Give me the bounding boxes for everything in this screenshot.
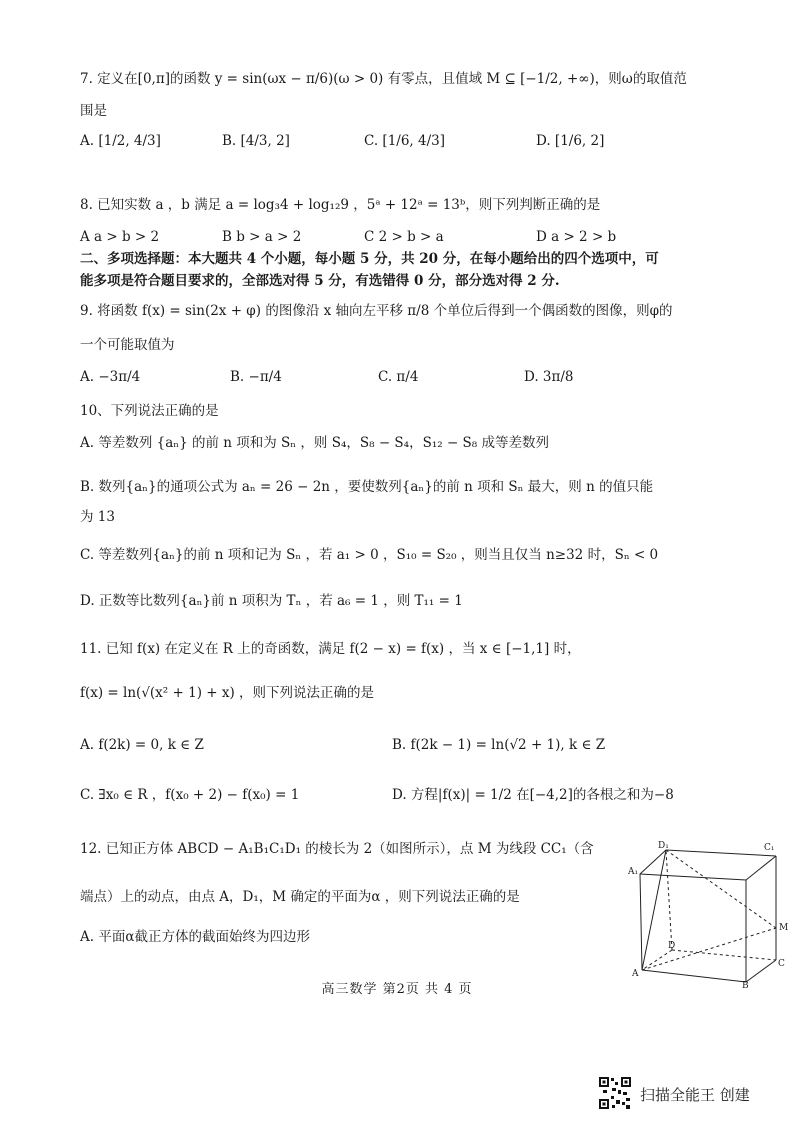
q7-option-d: D. [1/6, 2]: [536, 133, 605, 149]
edge-d1c1: [666, 850, 776, 856]
q9-line2: 一个可能取值为: [80, 337, 175, 353]
q12-line2: 端点）上的动点，由点 A，D₁，M 确定的平面为α ，则下列说法正确的是: [80, 889, 520, 905]
q9-option-c: C. π/4: [378, 369, 419, 385]
cube-figure: [628, 838, 788, 988]
edge-dc: [672, 950, 776, 960]
edge-da: [642, 950, 672, 970]
edge-a1b1: [640, 874, 746, 880]
q11-option-b: B. f(2k − 1) = ln(√2 + 1), k ∈ Z: [392, 737, 606, 753]
qr-code-icon: [598, 1076, 632, 1110]
line-am: [642, 928, 776, 970]
edge-b1c1: [746, 856, 776, 880]
q9-option-b: B. −π/4: [230, 369, 282, 385]
q12-line1: 12. 已知正方体 ABCD − A₁B₁C₁D₁ 的棱长为 2（如图所示），点 M 为线段 CC₁（含: [80, 841, 594, 857]
q7-line1: 7. 定义在[0,π]的函数 y = sin(ωx − π/6)(ω > 0) 有零点，且值域 M ⊆ [−1/2, +∞)，则ω的取值范: [80, 71, 687, 87]
q8-line1: 8. 已知实数 a ，b 满足 a = log₃4 + log₁₂9 ，5ᵃ + 12ᵃ = 13ᵇ，则下列判断正确的是: [80, 197, 601, 213]
label-c: C: [778, 959, 785, 969]
q8-option-c: C 2 > b > a: [364, 229, 444, 245]
q10-option-c: C. 等差数列{aₙ}的前 n 项和记为 Sₙ ，若 a₁ > 0 ，S₁₀ = S₂₀ ，则当且仅当 n≥32 时，Sₙ < 0: [80, 547, 659, 563]
q10-option-b-line2: 为 13: [80, 509, 115, 525]
q7-option-c: C. [1/6, 4/3]: [364, 133, 445, 149]
q11-line1: 11. 已知 f(x) 在定义在 R 上的奇函数，满足 f(2 − x) = f(x) ，当 x ∈ [−1,1] 时，: [80, 641, 581, 657]
q11-option-d: D. 方程|f(x)| = 1/2 在[−4,2]的各根之和为−8: [392, 787, 674, 803]
line-ad1: [642, 850, 666, 970]
scanner-brand-text: 扫描全能王 创建: [640, 1086, 750, 1104]
line-d1m: [666, 850, 776, 928]
q11-option-c: C. ∃x₀ ∈ R ，f(x₀ + 2) − f(x₀) = 1: [80, 787, 300, 803]
scanner-brand: [598, 1076, 778, 1112]
label-a1: A₁: [628, 867, 639, 877]
section2-line2: 能多项是符合题目要求的，全部选对得 5 分，有选错得 0 分，部分选对得 2 分.: [80, 273, 560, 289]
q10-option-d: D. 正数等比数列{aₙ}前 n 项积为 Tₙ ，若 a₆ = 1 ，则 T₁₁ = 1: [80, 593, 463, 609]
section2-line1: 二、多项选择题：本大题共 4 个小题，每小题 5 分，共 20 分，在每小题给出的四个选项中，可: [80, 251, 659, 267]
q8-option-d: D a > 2 > b: [536, 229, 617, 245]
q7-line2: 围是: [80, 103, 107, 119]
q9-line1: 9. 将函数 f(x) = sin(2x + φ) 的图像沿 x 轴向左平移 π/8 个单位后得到一个偶函数的图像，则φ的: [80, 303, 673, 319]
label-d1: D₁: [658, 841, 669, 851]
q9-option-d: D. 3π/8: [524, 369, 574, 385]
q9-option-a: A. −3π/4: [80, 369, 141, 385]
q8-option-a: A a > b > 2: [80, 229, 160, 245]
q7-option-a: A. [1/2, 4/3]: [80, 133, 161, 149]
label-d: D: [668, 941, 676, 951]
q10-line1: 10、下列说法正确的是: [80, 403, 219, 419]
edge-dd1: [666, 850, 672, 950]
label-b: B: [742, 981, 749, 988]
label-m: M: [779, 923, 788, 933]
label-c1: C₁: [764, 843, 775, 853]
label-a: A: [632, 969, 639, 979]
q10-option-b-line1: B. 数列{aₙ}的通项公式为 aₙ = 26 − 2n ，要使数列{aₙ}的前 n 项和 Sₙ 最大，则 n 的值只能: [80, 479, 654, 495]
q11-option-a: A. f(2k) = 0, k ∈ Z: [80, 737, 204, 753]
q11-line2: f(x) = ln(√(x² + 1) + x) ，则下列说法正确的是: [80, 685, 375, 701]
q7-option-b: B. [4/3, 2]: [222, 133, 290, 149]
edge-aa1: [640, 874, 642, 970]
page-footer: 高三数学 第2页 共 4 页: [321, 982, 473, 997]
q8-option-b: B b > a > 2: [222, 229, 302, 245]
q10-option-a: A. 等差数列 {aₙ} 的前 n 项和为 Sₙ ，则 S₄，S₈ − S₄，S₁₂ − S₈ 成等差数列: [80, 435, 550, 451]
q12-option-a: A. 平面α截正方体的截面始终为四边形: [80, 929, 310, 945]
